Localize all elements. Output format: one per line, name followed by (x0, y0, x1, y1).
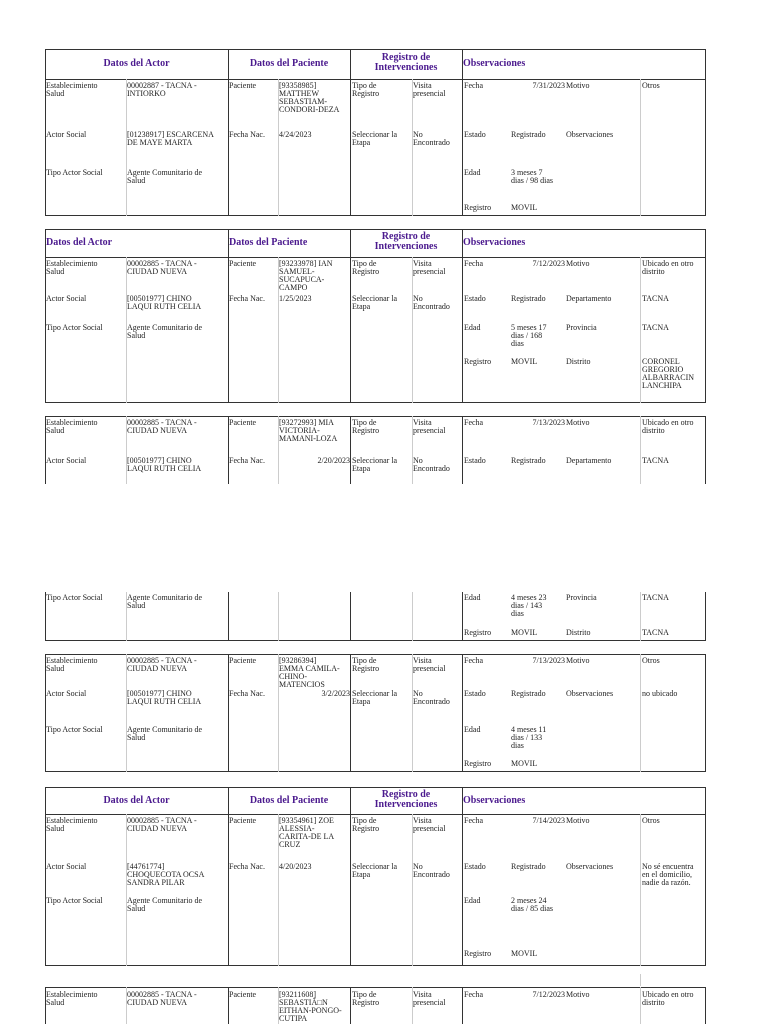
label-motivo: Motivo (566, 418, 590, 427)
label-registro: Registro (464, 357, 492, 366)
label-tipo-registro: Tipo de Registro (352, 816, 380, 833)
label-tipo-registro: Tipo de Registro (352, 656, 380, 673)
label-motivo: Motivo (566, 990, 590, 999)
value-fecha-nac: 4/24/2023 (279, 130, 312, 139)
value-edad: 3 meses 7 dias / 98 dias (511, 168, 553, 185)
header-registro-intervenciones: Registro de Intervenciones (374, 231, 438, 252)
value-estado: Registrado (511, 294, 546, 303)
value-actor-social: [00501977] CHINO LAQUI RUTH CELIA (127, 294, 202, 311)
value-fecha: 7/13/2023 (532, 418, 565, 427)
label-paciente: Paciente (229, 990, 257, 999)
label-tipo-registro: Tipo de Registro (352, 418, 380, 435)
value-provincia: TACNA (642, 323, 669, 332)
label-establecimiento: Establecimiento Salud (46, 81, 98, 98)
value-tipo-registro: Visita presencial (413, 656, 446, 673)
label-seleccionar-etapa: Seleccionar la Etapa (352, 456, 398, 473)
record-block-3-bottom (45, 592, 706, 641)
label-estado: Estado (464, 456, 486, 465)
header-datos-paciente: Datos del Paciente (249, 795, 329, 806)
value-fecha: 7/13/2023 (532, 656, 565, 665)
value-motivo: Otros (642, 816, 660, 825)
value-fecha: 7/12/2023 (532, 990, 565, 999)
value-tipo-registro: Visita presencial (413, 81, 446, 98)
label-establecimiento: Establecimiento Salud (46, 656, 98, 673)
label-departamento: Departamento (566, 456, 612, 465)
record-block-5 (45, 787, 706, 966)
value-paciente: [93358985] MATTHEW SEBASTIAM- CONDORI-DEZA (279, 81, 340, 114)
value-estado: Registrado (511, 456, 546, 465)
header-registro-intervenciones: Registro de Intervenciones (374, 789, 438, 810)
label-distrito: Distrito (566, 357, 591, 366)
header-datos-actor: Datos del Actor (46, 237, 113, 248)
label-tipo-actor: Tipo Actor Social (46, 168, 103, 177)
value-estado: Registrado (511, 130, 546, 139)
label-tipo-actor: Tipo Actor Social (46, 593, 103, 602)
label-actor-social: Actor Social (46, 130, 87, 139)
label-fecha-nac: Fecha Nac. (229, 689, 265, 698)
value-motivo: Ubicado en otro distrito (642, 990, 694, 1007)
label-establecimiento: Establecimiento Salud (46, 990, 98, 1007)
value-observaciones: No sé encuentra en el domicilio, nadie da razón. (642, 862, 694, 887)
value-tipo-actor: Agente Comunitario de Salud (127, 168, 203, 185)
value-observaciones: no ubicado (642, 689, 678, 698)
value-tipo-registro: Visita presencial (413, 816, 446, 833)
label-paciente: Paciente (229, 656, 257, 665)
value-distrito: TACNA (642, 628, 669, 637)
label-fecha: Fecha (464, 816, 484, 825)
label-observaciones: Observaciones (566, 689, 614, 698)
header-observaciones: Observaciones (463, 58, 526, 69)
value-paciente: [93286394] EMMA CAMILA- CHINO- MATENCIOS (279, 656, 340, 689)
value-fecha-nac: 4/20/2023 (279, 862, 312, 871)
label-departamento: Departamento (566, 294, 612, 303)
label-estado: Estado (464, 294, 486, 303)
label-fecha-nac: Fecha Nac. (229, 130, 265, 139)
label-edad: Edad (464, 593, 481, 602)
label-fecha-nac: Fecha Nac. (229, 456, 265, 465)
label-estado: Estado (464, 862, 486, 871)
label-estado: Estado (464, 130, 486, 139)
header-registro-intervenciones: Registro de Intervenciones (374, 52, 438, 73)
record-block-6 (45, 987, 706, 1024)
header-observaciones: Observaciones (463, 237, 526, 248)
header-datos-paciente: Datos del Paciente (249, 58, 329, 69)
label-edad: Edad (464, 168, 481, 177)
value-paciente: [93211608] SEBASTIÃ□N EITHAN-PONGO- CUTIPA (279, 990, 342, 1023)
value-edad: 5 meses 17 dias / 168 dias (511, 323, 547, 348)
label-actor-social: Actor Social (46, 689, 87, 698)
value-edad: 2 meses 24 dias / 85 dias (511, 896, 553, 913)
label-edad: Edad (464, 323, 481, 332)
value-tipo-registro: Visita presencial (413, 259, 446, 276)
label-seleccionar-etapa: Seleccionar la Etapa (352, 130, 398, 147)
label-seleccionar-etapa: Seleccionar la Etapa (352, 294, 398, 311)
value-etapa: No Encontrado (413, 862, 450, 879)
label-actor-social: Actor Social (46, 456, 87, 465)
label-actor-social: Actor Social (46, 862, 87, 871)
value-establecimiento: 00002885 - TACNA - CIUDAD NUEVA (127, 259, 197, 276)
value-registro: MOVIL (511, 949, 538, 958)
value-establecimiento: 00002885 - TACNA - CIUDAD NUEVA (127, 656, 197, 673)
label-observaciones: Observaciones (566, 862, 614, 871)
label-seleccionar-etapa: Seleccionar la Etapa (352, 689, 398, 706)
value-tipo-actor: Agente Comunitario de Salud (127, 323, 203, 340)
label-motivo: Motivo (566, 656, 590, 665)
label-registro: Registro (464, 949, 492, 958)
label-seleccionar-etapa: Seleccionar la Etapa (352, 862, 398, 879)
value-registro: MOVIL (511, 203, 538, 212)
label-tipo-actor: Tipo Actor Social (46, 725, 103, 734)
value-tipo-actor: Agente Comunitario de Salud (127, 593, 203, 610)
value-establecimiento: 00002885 - TACNA - CIUDAD NUEVA (127, 990, 197, 1007)
record-block-2 (45, 229, 706, 403)
label-tipo-registro: Tipo de Registro (352, 990, 380, 1007)
value-paciente: [93233978] IAN SAMUEL- SUCAPUCA- CAMPO (279, 259, 333, 292)
label-motivo: Motivo (566, 259, 590, 268)
record-block-4 (45, 654, 706, 772)
value-tipo-registro: Visita presencial (413, 418, 446, 435)
label-edad: Edad (464, 725, 481, 734)
label-paciente: Paciente (229, 816, 257, 825)
label-fecha-nac: Fecha Nac. (229, 294, 265, 303)
value-etapa: No Encontrado (413, 456, 450, 473)
value-estado: Registrado (511, 862, 546, 871)
label-provincia: Provincia (566, 593, 597, 602)
value-etapa: No Encontrado (413, 689, 450, 706)
value-etapa: No Encontrado (413, 294, 450, 311)
label-fecha: Fecha (464, 81, 484, 90)
label-tipo-actor: Tipo Actor Social (46, 896, 103, 905)
label-establecimiento: Establecimiento Salud (46, 816, 98, 833)
value-establecimiento: 00002887 - TACNA - INTIORKO (127, 81, 197, 98)
value-paciente: [93354961] ZOE ALESSIA- CARITA-DE LA CRUZ (279, 816, 335, 849)
value-fecha-nac: 1/25/2023 (279, 294, 312, 303)
value-distrito: CORONEL GREGORIO ALBARRACIN LANCHIPA (642, 357, 695, 390)
header-datos-paciente: Datos del Paciente (229, 237, 308, 248)
value-paciente: [93272993] MIA VICTORIA- MAMANI-LOZA (279, 418, 338, 443)
record-block-3-top (45, 416, 706, 484)
value-departamento: TACNA (642, 456, 669, 465)
label-registro: Registro (464, 759, 492, 768)
value-fecha-nac: 2/20/2023 (317, 456, 350, 465)
label-estado: Estado (464, 689, 486, 698)
value-fecha-nac: 3/2/2023 (321, 689, 350, 698)
value-establecimiento: 00002885 - TACNA - CIUDAD NUEVA (127, 418, 197, 435)
label-tipo-registro: Tipo de Registro (352, 81, 380, 98)
label-tipo-actor: Tipo Actor Social (46, 323, 103, 332)
header-datos-actor: Datos del Actor (103, 795, 170, 806)
value-registro: MOVIL (511, 628, 538, 637)
value-actor-social: [01238917] ESCARCENA DE MAYE MARTA (127, 130, 214, 147)
value-estado: Registrado (511, 689, 546, 698)
label-registro: Registro (464, 203, 492, 212)
value-etapa: No Encontrado (413, 130, 450, 147)
value-establecimiento: 00002885 - TACNA - CIUDAD NUEVA (127, 816, 197, 833)
header-observaciones: Observaciones (463, 795, 526, 806)
label-motivo: Motivo (566, 816, 590, 825)
label-actor-social: Actor Social (46, 294, 87, 303)
value-edad: 4 meses 11 dias / 133 dias (511, 725, 547, 750)
value-actor-social: [00501977] CHINO LAQUI RUTH CELIA (127, 456, 202, 473)
label-paciente: Paciente (229, 81, 257, 90)
label-paciente: Paciente (229, 259, 257, 268)
value-motivo: Otros (642, 81, 660, 90)
value-departamento: TACNA (642, 294, 669, 303)
label-registro: Registro (464, 628, 492, 637)
label-fecha: Fecha (464, 418, 484, 427)
label-establecimiento: Establecimiento Salud (46, 418, 98, 435)
label-provincia: Provincia (566, 323, 597, 332)
label-fecha: Fecha (464, 990, 484, 999)
value-actor-social: [00501977] CHINO LAQUI RUTH CELIA (127, 689, 202, 706)
value-motivo: Otros (642, 656, 660, 665)
value-tipo-registro: Visita presencial (413, 990, 446, 1007)
label-fecha: Fecha (464, 656, 484, 665)
value-edad: 4 meses 23 dias / 143 dias (511, 593, 547, 618)
label-edad: Edad (464, 896, 481, 905)
header-datos-actor: Datos del Actor (103, 58, 170, 69)
label-motivo: Motivo (566, 81, 590, 90)
value-motivo: Ubicado en otro distrito (642, 259, 694, 276)
label-observaciones: Observaciones (566, 130, 614, 139)
label-paciente: Paciente (229, 418, 257, 427)
value-registro: MOVIL (511, 357, 538, 366)
value-tipo-actor: Agente Comunitario de Salud (127, 896, 203, 913)
record-block-1 (45, 49, 706, 216)
label-fecha-nac: Fecha Nac. (229, 862, 265, 871)
value-fecha: 7/14/2023 (532, 816, 565, 825)
label-tipo-registro: Tipo de Registro (352, 259, 380, 276)
value-actor-social: [44761774] CHOQUECOTA OCSA SANDRA PILAR (127, 862, 205, 887)
value-fecha: 7/12/2023 (532, 259, 565, 268)
value-fecha: 7/31/2023 (532, 81, 565, 90)
label-establecimiento: Establecimiento Salud (46, 259, 98, 276)
value-registro: MOVIL (511, 759, 538, 768)
label-fecha: Fecha (464, 259, 484, 268)
value-tipo-actor: Agente Comunitario de Salud (127, 725, 203, 742)
value-provincia: TACNA (642, 593, 669, 602)
label-distrito: Distrito (566, 628, 591, 637)
value-motivo: Ubicado en otro distrito (642, 418, 694, 435)
